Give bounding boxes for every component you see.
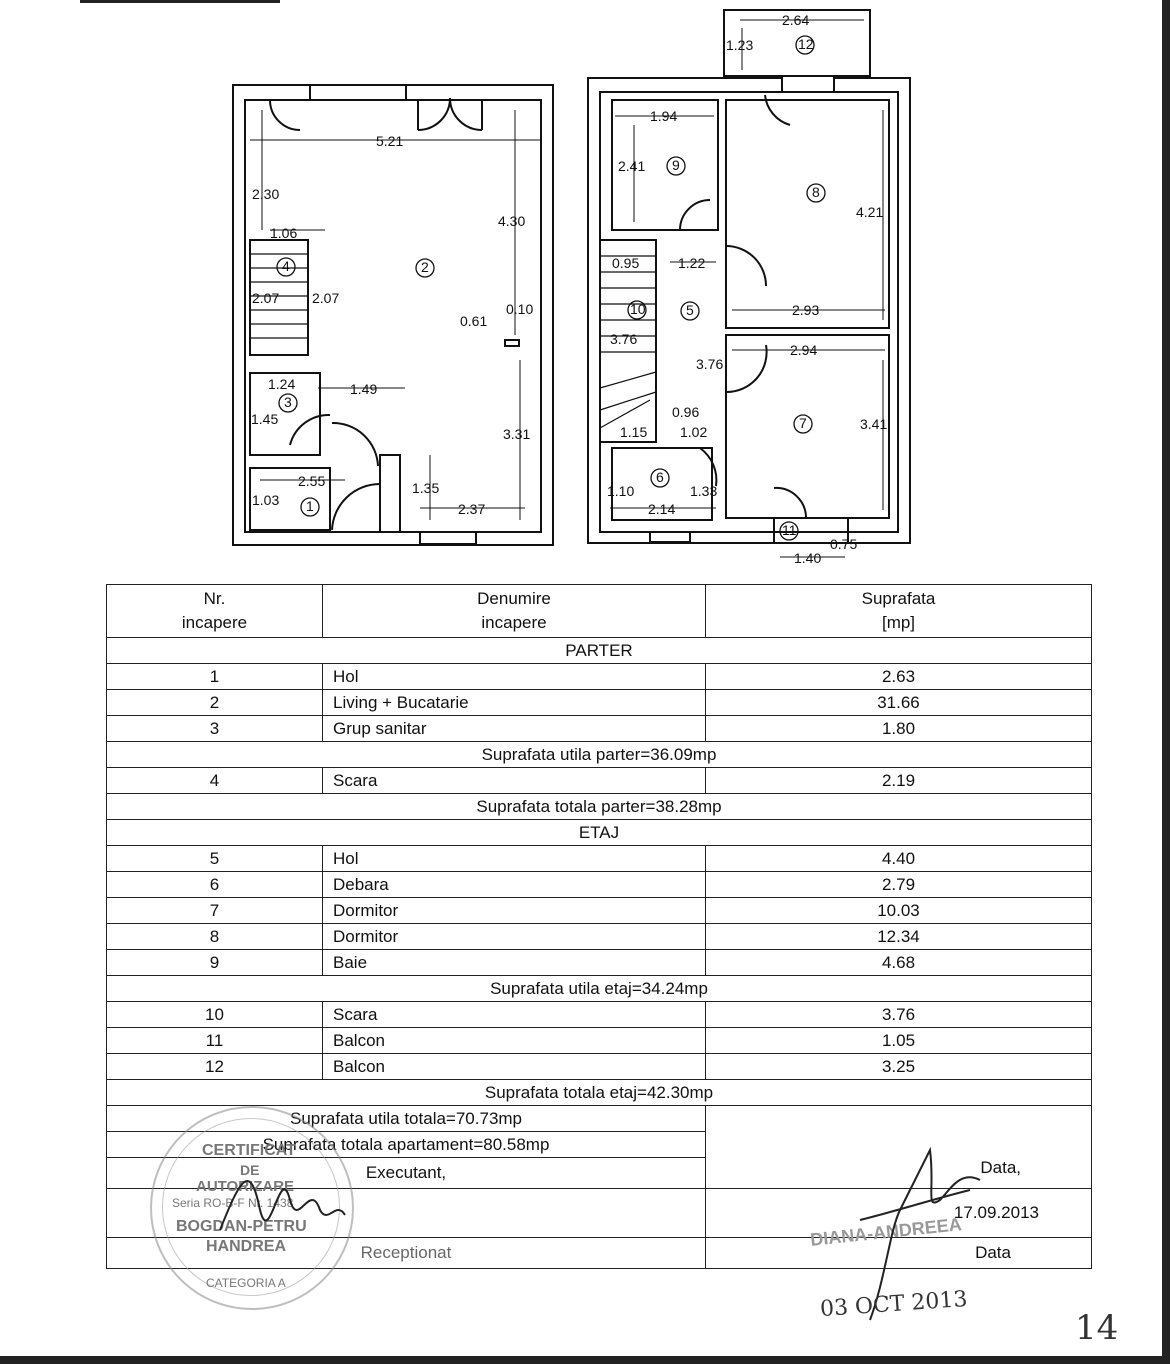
dim-label: 0.95 bbox=[612, 255, 640, 271]
dim-label: 2.94 bbox=[790, 342, 818, 358]
table-row: 10 Scara 3.76 bbox=[107, 1002, 1092, 1028]
room-number: 2 bbox=[421, 259, 429, 275]
floor-plan bbox=[0, 0, 1170, 580]
stamp-right-text: DIANA-ANDREEA bbox=[809, 1214, 963, 1250]
totala-parter: Suprafata totala parter=38.28mp bbox=[107, 794, 1092, 820]
room-number: 5 bbox=[686, 302, 694, 318]
table-row: 2 Living + Bucatarie 31.66 bbox=[107, 690, 1092, 716]
dim-label: 2.07 bbox=[312, 290, 340, 306]
dim-label: 1.45 bbox=[251, 411, 279, 427]
signature-left bbox=[210, 1140, 350, 1260]
section-etaj: ETAJ bbox=[107, 820, 1092, 846]
dim-label: 1.94 bbox=[650, 108, 678, 124]
table-row: 1 Hol 2.63 bbox=[107, 664, 1092, 690]
dim-label: 1.03 bbox=[252, 492, 280, 508]
room-number: 9 bbox=[672, 157, 680, 173]
stamp-line: BOGDAN-PETRU bbox=[176, 1218, 307, 1235]
dim-label: 4.21 bbox=[856, 204, 884, 220]
room-number: 7 bbox=[799, 415, 807, 431]
dim-label: 1.35 bbox=[412, 480, 440, 496]
totala-apartament: Suprafata totala apartament=80.58mp bbox=[107, 1132, 706, 1158]
room-number: 1 bbox=[306, 498, 314, 514]
dim-label: 3.76 bbox=[696, 356, 724, 372]
dim-label: 2.07 bbox=[252, 290, 280, 306]
table-row: 11 Balcon 1.05 bbox=[107, 1028, 1092, 1054]
data-label: Data, bbox=[706, 1158, 1092, 1189]
dim-label: 1.23 bbox=[726, 37, 754, 53]
room-number: 12 bbox=[798, 36, 814, 52]
dim-label: 5.21 bbox=[376, 133, 404, 149]
table-row: 12 Balcon 3.25 bbox=[107, 1054, 1092, 1080]
table-row: 7 Dormitor 10.03 bbox=[107, 898, 1092, 924]
dim-label: 1.49 bbox=[350, 381, 378, 397]
room-number: 4 bbox=[282, 258, 290, 274]
dim-label: 0.10 bbox=[506, 301, 534, 317]
dim-label: 0.61 bbox=[460, 313, 488, 329]
dim-label: 2.30 bbox=[252, 186, 280, 202]
dim-label: 1.02 bbox=[680, 424, 708, 440]
dim-label: 2.93 bbox=[792, 302, 820, 318]
header-denumire: Denumire incapere bbox=[323, 585, 706, 638]
stamp-line: DE bbox=[240, 1162, 260, 1178]
dim-label: 3.41 bbox=[860, 416, 888, 432]
dim-label: 1.06 bbox=[270, 225, 298, 241]
dim-label: 2.41 bbox=[618, 158, 646, 174]
totala-etaj: Suprafata totala etaj=42.30mp bbox=[107, 1080, 1092, 1106]
table-row: 3 Grup sanitar 1.80 bbox=[107, 716, 1092, 742]
header-nr: Nr. incapere bbox=[107, 585, 323, 638]
table-row: 8 Dormitor 12.34 bbox=[107, 924, 1092, 950]
dim-label: 0.96 bbox=[672, 404, 700, 420]
dim-label: 1.15 bbox=[620, 424, 648, 440]
stamp-line: HANDREA bbox=[206, 1238, 286, 1255]
data-value: 17.09.2013 bbox=[706, 1189, 1092, 1238]
table-row: 9 Baie 4.68 bbox=[107, 950, 1092, 976]
stamp-line: CERTIFICAT bbox=[202, 1142, 296, 1159]
dim-label: 2.55 bbox=[298, 473, 326, 489]
dim-label: 1.24 bbox=[268, 376, 296, 392]
date-scrawl: 03 OCT 2013 bbox=[819, 1286, 969, 1323]
table-row: 6 Debara 2.79 bbox=[107, 872, 1092, 898]
room-number: 8 bbox=[812, 184, 820, 200]
room-number: 11 bbox=[782, 522, 797, 538]
dim-label: 1.22 bbox=[678, 255, 706, 271]
stamp-line: AUTORIZARE bbox=[196, 1178, 295, 1195]
dim-label: 1.10 bbox=[607, 483, 635, 499]
dim-label: 2.64 bbox=[782, 12, 810, 28]
header-suprafata: Suprafata [mp] bbox=[706, 585, 1092, 638]
room-number: 10 bbox=[630, 301, 646, 317]
table-row: 4 Scara 2.19 bbox=[107, 768, 1092, 794]
executant-label: Executant, bbox=[107, 1158, 706, 1189]
section-parter: PARTER bbox=[107, 638, 1092, 664]
utila-totala: Suprafata utila totala=70.73mp bbox=[107, 1106, 706, 1132]
data-label-2: Data bbox=[706, 1238, 1092, 1269]
dim-label: 4.30 bbox=[498, 213, 526, 229]
stamp-line: Seria RO-B-F Nr. 1438 bbox=[172, 1196, 294, 1210]
dim-label: 2.14 bbox=[648, 501, 676, 517]
page-number: 14 bbox=[1075, 1308, 1119, 1348]
dim-label: 0.75 bbox=[830, 536, 858, 552]
dim-label: 1.40 bbox=[794, 550, 822, 566]
room-number: 6 bbox=[656, 469, 664, 485]
stamp-line: CATEGORIA A bbox=[206, 1276, 286, 1290]
dim-label: 3.76 bbox=[610, 331, 638, 347]
utila-etaj: Suprafata utila etaj=34.24mp bbox=[107, 976, 1092, 1002]
room-number: 3 bbox=[284, 394, 292, 410]
utila-parter: Suprafata utila parter=36.09mp bbox=[107, 742, 1092, 768]
dim-label: 1.33 bbox=[690, 483, 718, 499]
dim-label: 2.37 bbox=[458, 501, 486, 517]
dim-label: 3.31 bbox=[503, 426, 531, 442]
table-row: 5 Hol 4.40 bbox=[107, 846, 1092, 872]
receptionat-label: Receptionat bbox=[107, 1238, 706, 1269]
